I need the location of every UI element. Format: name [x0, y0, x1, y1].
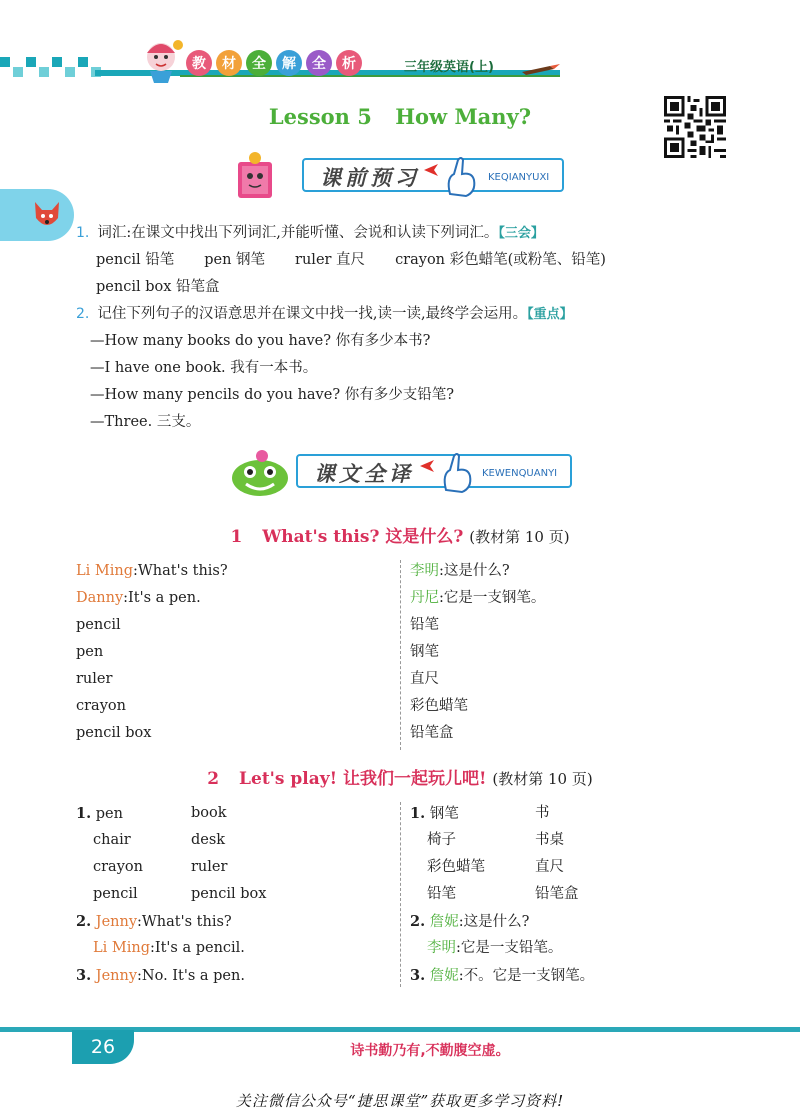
banner-title: 课前预习 [320, 166, 420, 190]
word-line: pencil box [76, 725, 152, 741]
line-text: :它是一支铅笔。 [456, 940, 563, 956]
pencil-icon [520, 60, 562, 78]
vocab-item: pen 钢笔 [204, 252, 266, 268]
banner-text-translation [226, 448, 576, 498]
fox-mascot-icon [30, 198, 64, 232]
vocab-item: pencil box 铅笔盒 [96, 279, 220, 295]
textbook-reference: (教材第 10 页) [469, 528, 570, 546]
vocab-item: pencil 铅笔 [96, 252, 175, 268]
word: ruler [191, 859, 228, 875]
monster-mascot-icon [226, 448, 296, 498]
banner-pinyin: KEQIANYUXI [488, 172, 550, 183]
dialogue-line [410, 558, 750, 585]
footer-motto: 诗书勤乃有,不勤腹空虚。 [350, 1043, 510, 1059]
dialogue-line [410, 585, 750, 612]
item-label: 记住下列句子的汉语意思并在课文中找一找,读一读,最终学会运用。 [97, 306, 528, 322]
speaker-name: Jenny [95, 968, 138, 984]
dialogue-line [410, 908, 750, 935]
arrow-left-icon [418, 458, 438, 474]
banner-preview [232, 152, 572, 202]
speaker-name: Danny [76, 590, 124, 606]
line-text: :It's a pencil. [149, 940, 245, 956]
header-char: 全 [246, 50, 272, 76]
word: 书 [535, 805, 550, 821]
dialogue-line [76, 962, 386, 989]
word-line: 彩色蜡笔 [410, 698, 468, 714]
speaker-name: 李明 [410, 563, 439, 579]
header-title [186, 50, 362, 76]
item-number: 2. [76, 913, 92, 930]
header-subtitle: 三年级英语(上) [404, 60, 494, 75]
column-divider [400, 802, 401, 987]
header-char: 析 [336, 50, 362, 76]
item-number: 1. [76, 225, 90, 241]
lesson-name: How Many? [395, 104, 532, 129]
section-2-title [0, 764, 800, 789]
header-char: 解 [276, 50, 302, 76]
section-1-english [76, 558, 386, 747]
dialogue-line [410, 962, 750, 989]
word-pair-row [410, 881, 750, 908]
speaker-name: 詹妮 [429, 914, 459, 930]
word-pair-row [410, 800, 750, 827]
preview-content [76, 220, 686, 436]
speaker-name: 丹尼 [410, 590, 439, 606]
word: 钢笔 [429, 806, 459, 822]
word-pair-row [410, 854, 750, 881]
dialogue-line [76, 585, 386, 612]
dialogue-line [410, 935, 750, 962]
line-text: :不。它是一支钢笔。 [458, 968, 595, 984]
word-line: 直尺 [410, 671, 439, 687]
lesson-number: Lesson 5 [268, 104, 372, 129]
line-text: :它是一支钢笔。 [439, 590, 546, 606]
word: crayon [93, 859, 143, 875]
section-title-zh: 让我们一起玩儿吧! [342, 769, 487, 789]
word-pair-row [76, 800, 386, 827]
speaker-name: 李明 [427, 940, 456, 956]
section-1-chinese [410, 558, 750, 747]
preview-item-1 [76, 220, 686, 247]
word-pair-row [76, 827, 386, 854]
line-text: :What's this? [132, 563, 228, 579]
section-title-en: Let's play! [239, 769, 338, 789]
bottom-note: 关注微信公众号“捷思课堂”获取更多学习资料! [235, 1092, 565, 1110]
word: pencil box [191, 886, 267, 902]
sentence: —Three. 三支。 [90, 414, 201, 430]
word-pair-row [76, 881, 386, 908]
item-number: 1. [76, 805, 92, 822]
word: 铅笔盒 [535, 886, 579, 902]
sentence: —How many pencils do you have? 你有多少支铅笔? [90, 387, 454, 403]
word: pen [95, 806, 123, 822]
qr-code-icon[interactable] [664, 96, 726, 158]
header-char: 全 [306, 50, 332, 76]
dialogue-line [76, 935, 386, 962]
word-line: crayon [76, 698, 126, 714]
word: 椅子 [427, 832, 456, 848]
dialogue-line [76, 908, 386, 935]
line-text: :这是什么? [458, 914, 530, 930]
banner-pinyin: KEWENQUANYI [482, 468, 558, 479]
dialogue-line [76, 558, 386, 585]
textbook-reference: (教材第 10 页) [492, 770, 593, 788]
line-text: :It's a pen. [123, 590, 201, 606]
item-label: 词汇:在课文中找出下列词汇,并能听懂、会说和认读下列词汇。 [97, 225, 499, 241]
section-title-en: What's this? [262, 527, 380, 547]
tag-badge: 【三会】 [498, 226, 544, 241]
vocab-row [76, 274, 686, 301]
banner-title: 课文全译 [314, 462, 414, 486]
hand-pointer-icon [440, 450, 474, 494]
vocab-row [76, 247, 686, 274]
word-line: 铅笔 [410, 617, 439, 633]
page-number: 26 [72, 1030, 134, 1064]
vocab-item: ruler 直尺 [295, 252, 366, 268]
tag-badge: 【重点】 [527, 307, 573, 322]
word-line: pencil [76, 617, 121, 633]
arrow-left-icon [422, 162, 442, 178]
word-line: pen [76, 644, 104, 660]
section-2-chinese [410, 800, 750, 989]
item-number: 1. [410, 805, 426, 822]
word: 书桌 [535, 832, 564, 848]
line-text: :这是什么? [439, 563, 510, 579]
mascot-icon [136, 35, 186, 85]
word-line: 钢笔 [410, 644, 439, 660]
speaker-name: Li Ming [93, 940, 150, 956]
section-number: 2 [207, 769, 220, 789]
section-number: 1 [230, 527, 243, 547]
word-line: ruler [76, 671, 113, 687]
header-char: 教 [186, 50, 212, 76]
book-mascot-icon [232, 152, 302, 202]
word: 直尺 [535, 859, 564, 875]
word: book [191, 805, 227, 821]
sentence: —How many books do you have? 你有多少本书? [90, 333, 431, 349]
item-number: 2. [76, 306, 90, 322]
speaker-name: Jenny [95, 914, 138, 930]
word: 铅笔 [427, 886, 456, 902]
item-number: 3. [410, 967, 426, 984]
section-title-zh: 这是什么? [385, 527, 464, 547]
speaker-name: Li Ming [76, 563, 133, 579]
item-number: 3. [76, 967, 92, 984]
vocab-item: crayon 彩色蜡笔(或粉笔、铅笔) [395, 252, 606, 268]
section-1-title [0, 522, 800, 547]
line-text: :No. It's a pen. [137, 968, 245, 984]
section-2-english [76, 800, 386, 989]
column-divider [400, 560, 401, 750]
word-line: 铅笔盒 [410, 725, 454, 741]
header-char: 材 [216, 50, 242, 76]
line-text: :What's this? [137, 914, 232, 930]
header-band [0, 64, 800, 80]
item-number: 2. [410, 913, 426, 930]
sentence: —I have one book. 我有一本书。 [90, 360, 318, 376]
word-pair-row [410, 827, 750, 854]
word: 彩色蜡笔 [427, 859, 485, 875]
hand-pointer-icon [444, 154, 478, 198]
word: pencil [93, 886, 138, 902]
preview-item-2 [76, 301, 686, 328]
word: chair [93, 832, 131, 848]
word-pair-row [76, 854, 386, 881]
speaker-name: 詹妮 [429, 968, 459, 984]
word: desk [191, 832, 226, 848]
